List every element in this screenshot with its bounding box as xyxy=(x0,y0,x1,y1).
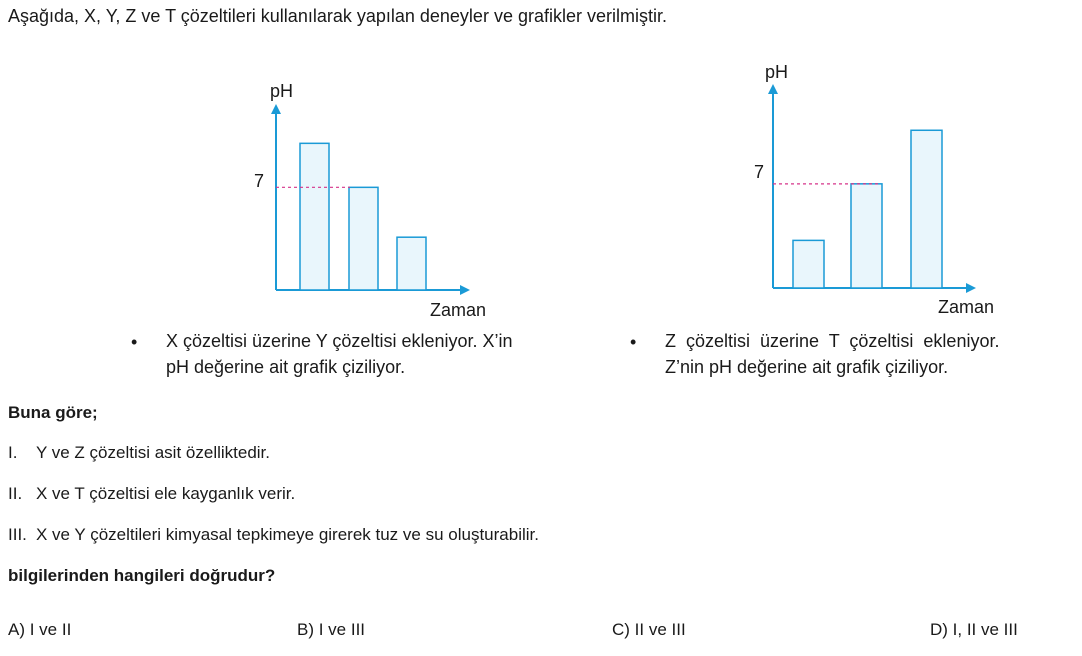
bullet2-line2: Z’nin pH değerine ait grafik çiziliyor. xyxy=(665,357,949,377)
statement-2 xyxy=(8,484,295,504)
statement-2-text: X ve T çözeltisi ele kayganlık verir. xyxy=(36,484,296,503)
intro-text: Aşağıda, X, Y, Z ve T çözeltileri kullanılarak yapılan deneyler ve grafikler verilmiştir. xyxy=(8,6,667,26)
buna-gore-heading: Buna göre; xyxy=(8,403,98,422)
statement-1 xyxy=(8,443,270,463)
chart2-x-arrow xyxy=(966,283,976,293)
chart1-bar-1 xyxy=(300,143,329,290)
option-a[interactable]: A) I ve II xyxy=(8,620,72,639)
chart-z-ph xyxy=(740,58,1040,320)
option-d[interactable]: D) I, II ve III xyxy=(930,620,1018,639)
chart1-xlabel: Zaman xyxy=(430,300,487,320)
bullet2-text xyxy=(665,328,1080,380)
chart2-bar-2 xyxy=(851,184,882,288)
chart1-x-arrow xyxy=(460,285,470,295)
chart2-xlabel: Zaman xyxy=(938,297,995,317)
chart2-bar-3 xyxy=(911,130,942,288)
question-text: bilgilerinden hangileri doğrudur? xyxy=(8,566,276,585)
statement-3-num: III. xyxy=(8,525,27,544)
bullet2-mark: • xyxy=(630,332,637,352)
chart1-bar-3 xyxy=(397,237,426,290)
statement-3 xyxy=(8,525,539,545)
option-b[interactable]: B) I ve III xyxy=(297,620,366,639)
option-c[interactable]: C) II ve III xyxy=(612,620,686,639)
statement-2-num: II. xyxy=(8,484,23,503)
chart2-y-arrow xyxy=(768,84,778,94)
chart2-bar-1 xyxy=(793,240,824,288)
chart1-y-arrow xyxy=(271,104,281,114)
chart1-ref-label: 7 xyxy=(254,171,265,191)
bullet1-text xyxy=(166,328,513,380)
bullet1-mark: • xyxy=(131,332,138,352)
chart2-ylabel: pH xyxy=(765,62,789,82)
statement-3-text: X ve Y çözeltileri kimyasal tepkimeye girerek tuz ve su oluşturabilir. xyxy=(36,525,539,544)
statement-1-text: Y ve Z çözeltisi asit özelliktedir. xyxy=(36,443,270,462)
bullet1-line1: X çözeltisi üzerine Y çözeltisi ekleniyor. X’in xyxy=(166,331,513,351)
chart2-ref-label: 7 xyxy=(754,162,765,182)
chart1-ylabel: pH xyxy=(270,81,294,101)
bullet2-line1: Z çözeltisi üzerine T çözeltisi ekleniyor. xyxy=(665,331,1000,351)
chart-x-ph xyxy=(240,76,530,326)
chart1-bar-2 xyxy=(349,187,378,290)
bullet1-line2: pH değerine ait grafik çiziliyor. xyxy=(166,357,406,377)
statement-1-num: I. xyxy=(8,443,18,462)
